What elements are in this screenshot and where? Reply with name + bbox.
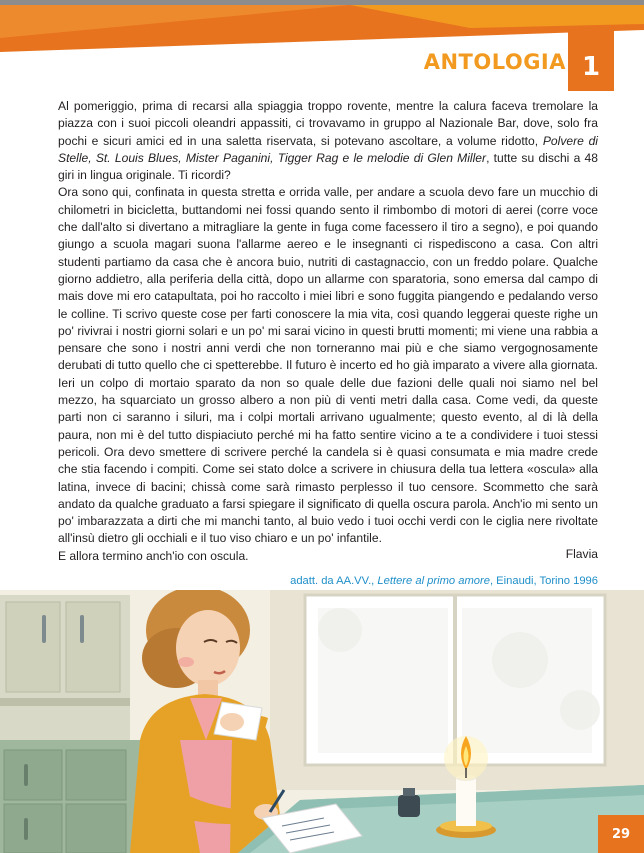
song-titles: Polvere di Stelle, St. Louis Blues, Mister Paganini, Tigger Rag e le melodie di Glen Miller	[58, 133, 598, 165]
source-suffix: , Einaudi, Torino 1996	[489, 575, 598, 587]
source-title: Lettere al primo amore	[377, 575, 490, 587]
section-number-badge: 1	[568, 27, 614, 91]
letter-body	[58, 98, 598, 565]
page-number: 29	[598, 815, 644, 853]
signature: Flavia	[565, 547, 598, 561]
paragraph-1-text: Al pomeriggio, prima di recarsi alla spiaggia troppo rovente, mentre la calura faceva tremolare la piazza con i suoi piccoli oleandri appassiti, ci trovavamo in gruppo al Nazionale Bar, dove, solo fra pochi e sicuri amici ed in una saletta riservata, si potevano ascoltare, a volume ridotto,	[58, 99, 598, 148]
source-citation	[290, 575, 598, 587]
paragraph-3: E allora termino anch'io con oscula.	[58, 548, 249, 563]
source-prefix: adatt. da AA.VV.,	[290, 575, 375, 587]
paragraph-1	[58, 98, 598, 184]
section-title: ANTOLOGIA	[423, 50, 566, 74]
girl-writing-letter-by-candlelight-icon	[0, 590, 644, 853]
page-header	[0, 0, 644, 92]
paragraph-1-end: , tutte su dischi a 48 giri in lingua originale. Ti ricordi?	[58, 150, 599, 183]
paragraph-2: Ora sono qui, confinata in questa stretta e orrida valle, per andare a scuola devo fare un mucchio di chilometri in bicicletta, buttandomi nei fossi quando sento il rimbombo di motori di aerei (corre voce che dall'alto si divertano a mitragliare la gente in fuga come facessero il tiro a segno), e poi quando giungo a scuola magari suona l'allarme aereo e le insegnanti ci rispediscono a casa. Con altri studenti partiamo da casa che è ancora buio, nutriti di castagnaccio, con un freddo polare. Qualche giorno addietro, alla periferia della città, dopo un allarme con sparatoria, sono emersa dal campo di mais dove mi ero catapultata, poi ho raccolto i miei libri e sono fuggita piangendo e pedalando verso le colline. Ti scrivo queste cose per farti conoscere la mia vita, così quando leggerai queste righe un po' rivivrai i nostri giorni solari e un po' mi sarai vicino in questi brutti momenti; mi viene una rabbia a pensare che sono i nostri anni verdi che non torneranno mai più e che siamo vergognosamente derubati di tutto quello che ci spetterebbe. Il futuro è incerto ed ho già imparato a vivere alla giornata. Ieri un colpo di mortaio sparato da non so quale delle due fazioni delle quali noi siamo nel bel mezzo, ha squarciato un grosso albero a non più di venti metri dalla casa. Come vedi, da queste parti non ci saranno i siluri, ma i colpi mortali arrivano ugualmente; questo evento, al di là della paura, non mi è del tutto dispiaciuto perché mi ha fatto sentire vicino a te a condividere i tuoi stessi pericoli. Ora devo smettere di scrivere perché la candela si è quasi consumata e mia madre crede che stia facendo i compiti. Come sei stato dolce a scrivere in chiusura della tua lettera «oscula» alla latina, invece di bacini; chissà come sarà rimasto perplesso il tuo censore. Scommetto che sarà andato da qualche graduato a farsi spiegare il significato di quella oscura parola. Anch'io mi sento un po' imbarazzata a dirti che mi manchi tanto, al buio vedo i tuoi occhi verdi con le ciglia nere rivoltate all'insù dietro gli occhiali e il tuo viso chiaro e un po' infantile.	[58, 185, 598, 546]
header-stripes	[0, 0, 644, 92]
